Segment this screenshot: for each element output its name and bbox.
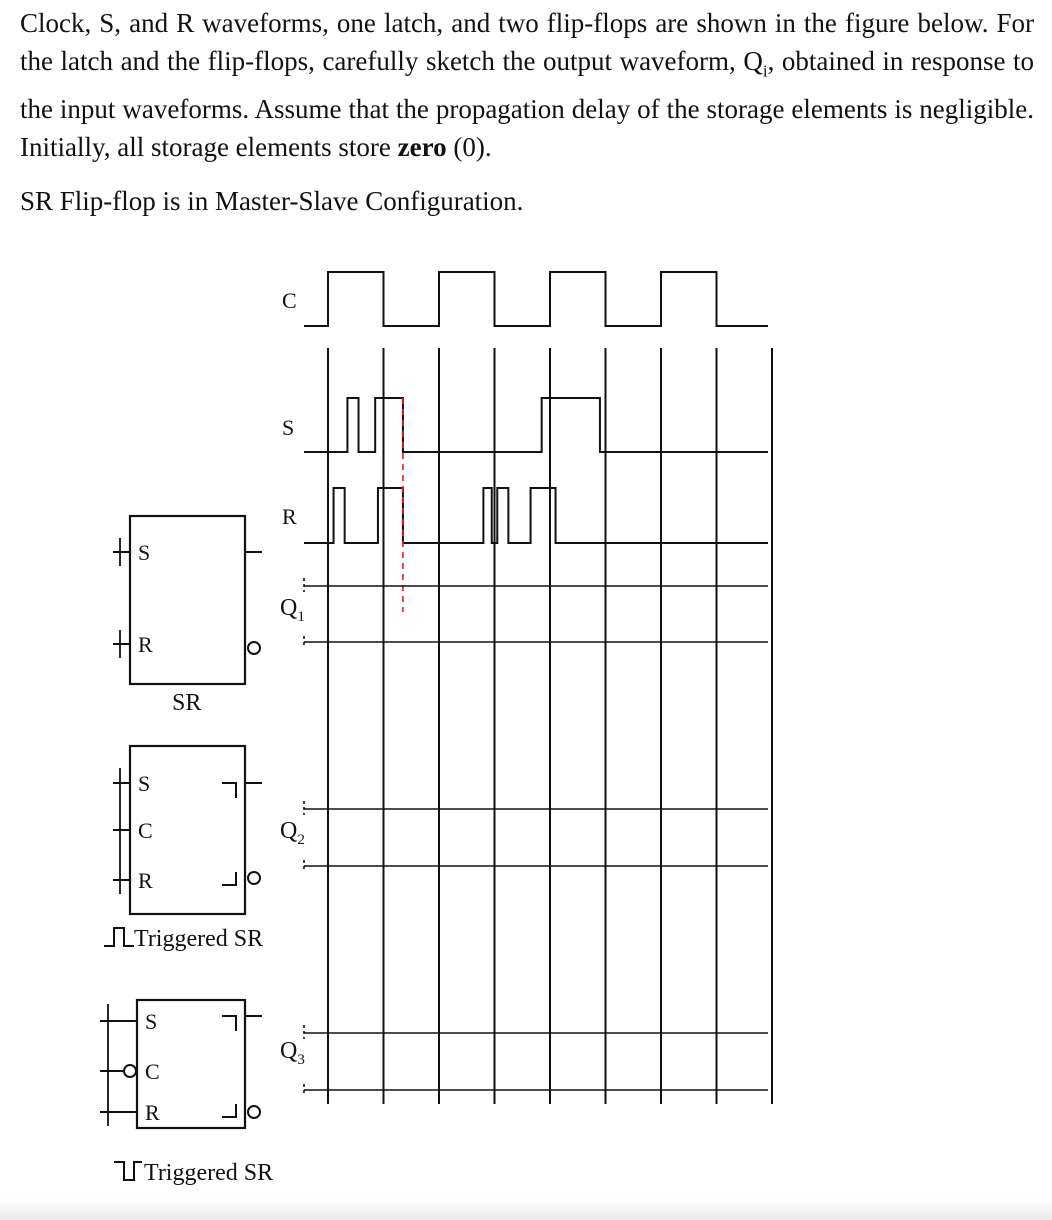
posedge-sr-flip-flop [104,746,263,952]
bottom-edge-shade [0,1198,1052,1220]
posedge-caption: Triggered SR [134,926,264,952]
negedge-sr-flip-flop [100,1000,273,1186]
latch-pin-s: S [138,540,151,565]
posedge-pin-r: R [138,868,153,893]
negedge-caption: Triggered SR [144,1160,274,1186]
negedge-pin-c: C [145,1059,160,1084]
negedge-pin-s: S [145,1009,158,1034]
negedge-pin-r: R [145,1100,160,1125]
problem-sentence-1: Clock, S, and R waveforms, one latch, and two flip-flops are shown in the figure below. For the latch and the flip-flops, carefully sketch the output waveform, Q [20,8,1034,76]
sr-latch [113,516,262,716]
negative-pulse-icon [114,1162,142,1180]
problem-bold-word: zero [397,132,447,163]
positive-pulse-icon [104,928,134,946]
timing-grid [328,348,772,1104]
clock-waveform [304,272,768,326]
q2-rows [304,801,768,872]
r-signal-label: R [282,504,297,529]
s-signal-label: S [282,415,295,440]
latch-caption: SR [172,690,202,716]
s-waveform [304,398,768,452]
clock-label: C [282,288,297,313]
latch-pin-r: R [138,632,153,657]
q1-rows [304,578,768,648]
q3-rows [304,1025,768,1096]
configuration-note: SR Flip-flop is in Master-Slave Configuration. [20,186,524,216]
r-waveform [304,488,768,543]
problem-sentence-3: (0). [446,132,492,163]
posedge-pin-c: C [138,818,153,843]
problem-sentence-2: , obtained in response to the input waveforms. Assume that the propagation delay of the storage elements is negligible. Initially, all storage elements store [20,46,1035,163]
q1-label: $Q_1$ [280,595,305,625]
posedge-pin-s: S [138,771,151,796]
problem-subscript: i [762,61,768,81]
q2-label: $Q_2$ [280,818,305,848]
q3-label: $Q_3$ [280,1038,305,1068]
